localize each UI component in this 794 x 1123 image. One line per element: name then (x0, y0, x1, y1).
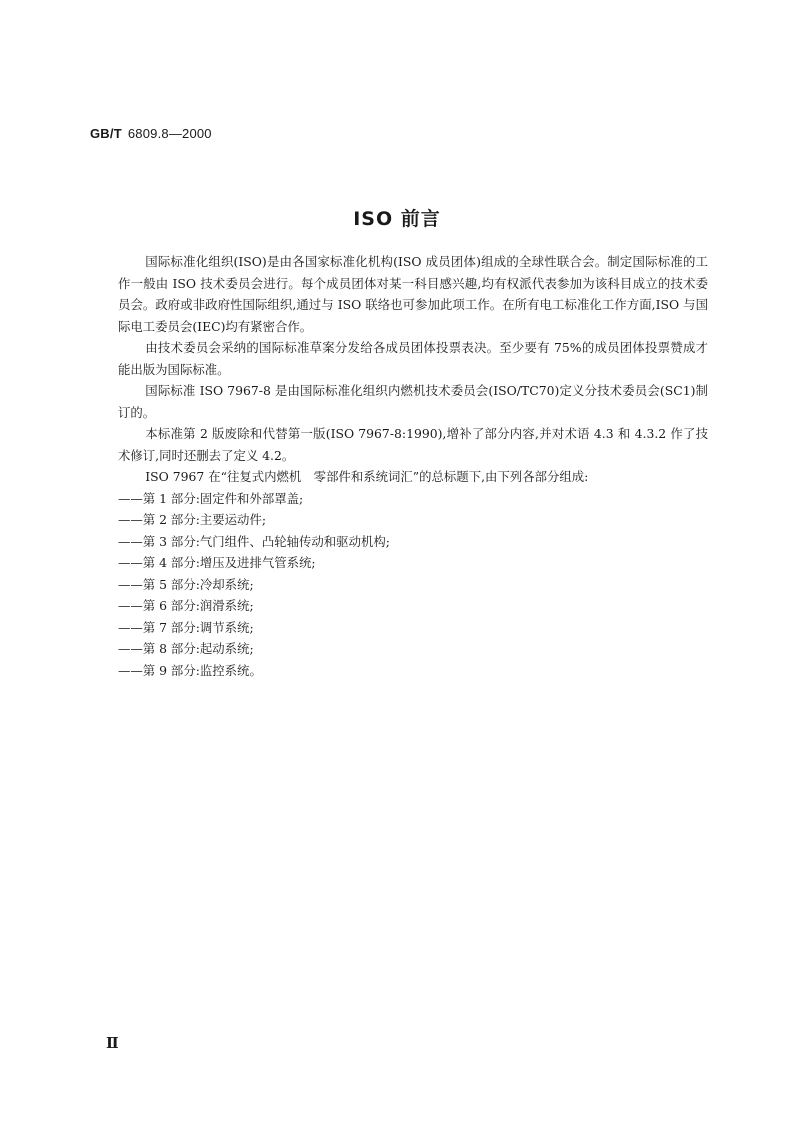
list-item: ——第 1 部分:固定件和外部罩盖; (118, 490, 304, 506)
list-item: ——第 3 部分:气门组件、凸轮轴传动和驱动机构; (118, 533, 390, 549)
paragraph-revision: 本标准第 2 版废除和代替第一版(ISO 7967-8:1990),增补了部分内容,并对术语 4.3 和 4.3.2 作了技术修订,同时还删去了定义 4.2。 (118, 426, 708, 463)
page-title: ISO 前言 (353, 208, 441, 230)
list-item: ——第 2 部分:主要运动件; (118, 512, 267, 527)
paragraph-iso-intro: 国际标准化组织(ISO)是由各国家标准化机构(ISO 成员团体)组成的全球性联合会。制定国际标准的工作一般由 ISO 技术委员会进行。每个成员团体对某一科目感兴趣,均有权派代表参加为该科目成立的技术委员会。政府或非政府性国际组织,通过与 ISO 联络也可参加此项工作。在所有电工标准化工作方面,ISO 与国际电工委员会(IEC)均有紧密合作。 (118, 254, 708, 334)
paragraph-committee: 国际标准 ISO 7967-8 是由国际标准化组织内燃机技术委员会(ISO/TC70)定义分技术委员会(SC1)制订的。 (118, 383, 708, 420)
paragraph-voting: 由技术委员会采纳的国际标准草案分发给各成员团体投票表决。至少要有 75%的成员团体投票赞成才能出版为国际标准。 (118, 340, 708, 377)
list-item: ——第 7 部分:调节系统; (118, 619, 254, 635)
list-item: ——第 4 部分:增压及进排气管系统; (118, 555, 316, 570)
list-item: ——第 9 部分:监控系统。 (118, 662, 262, 678)
list-item: ——第 6 部分:润滑系统; (118, 598, 254, 613)
foreword-body (118, 251, 708, 681)
paragraph-series: ISO 7967 在“往复式内燃机 零部件和系统词汇”的总标题下,由下列各部分组成: (145, 469, 589, 484)
standard-code (90, 126, 212, 141)
list-item: ——第 8 部分:起动系统; (118, 641, 254, 656)
list-item: ——第 5 部分:冷却系统; (118, 576, 254, 592)
page-number: Ⅱ (106, 1036, 119, 1052)
standard-number: 6809.8—2000 (127, 126, 212, 141)
parts-list (118, 488, 708, 682)
standard-prefix: GB/T (90, 126, 122, 141)
